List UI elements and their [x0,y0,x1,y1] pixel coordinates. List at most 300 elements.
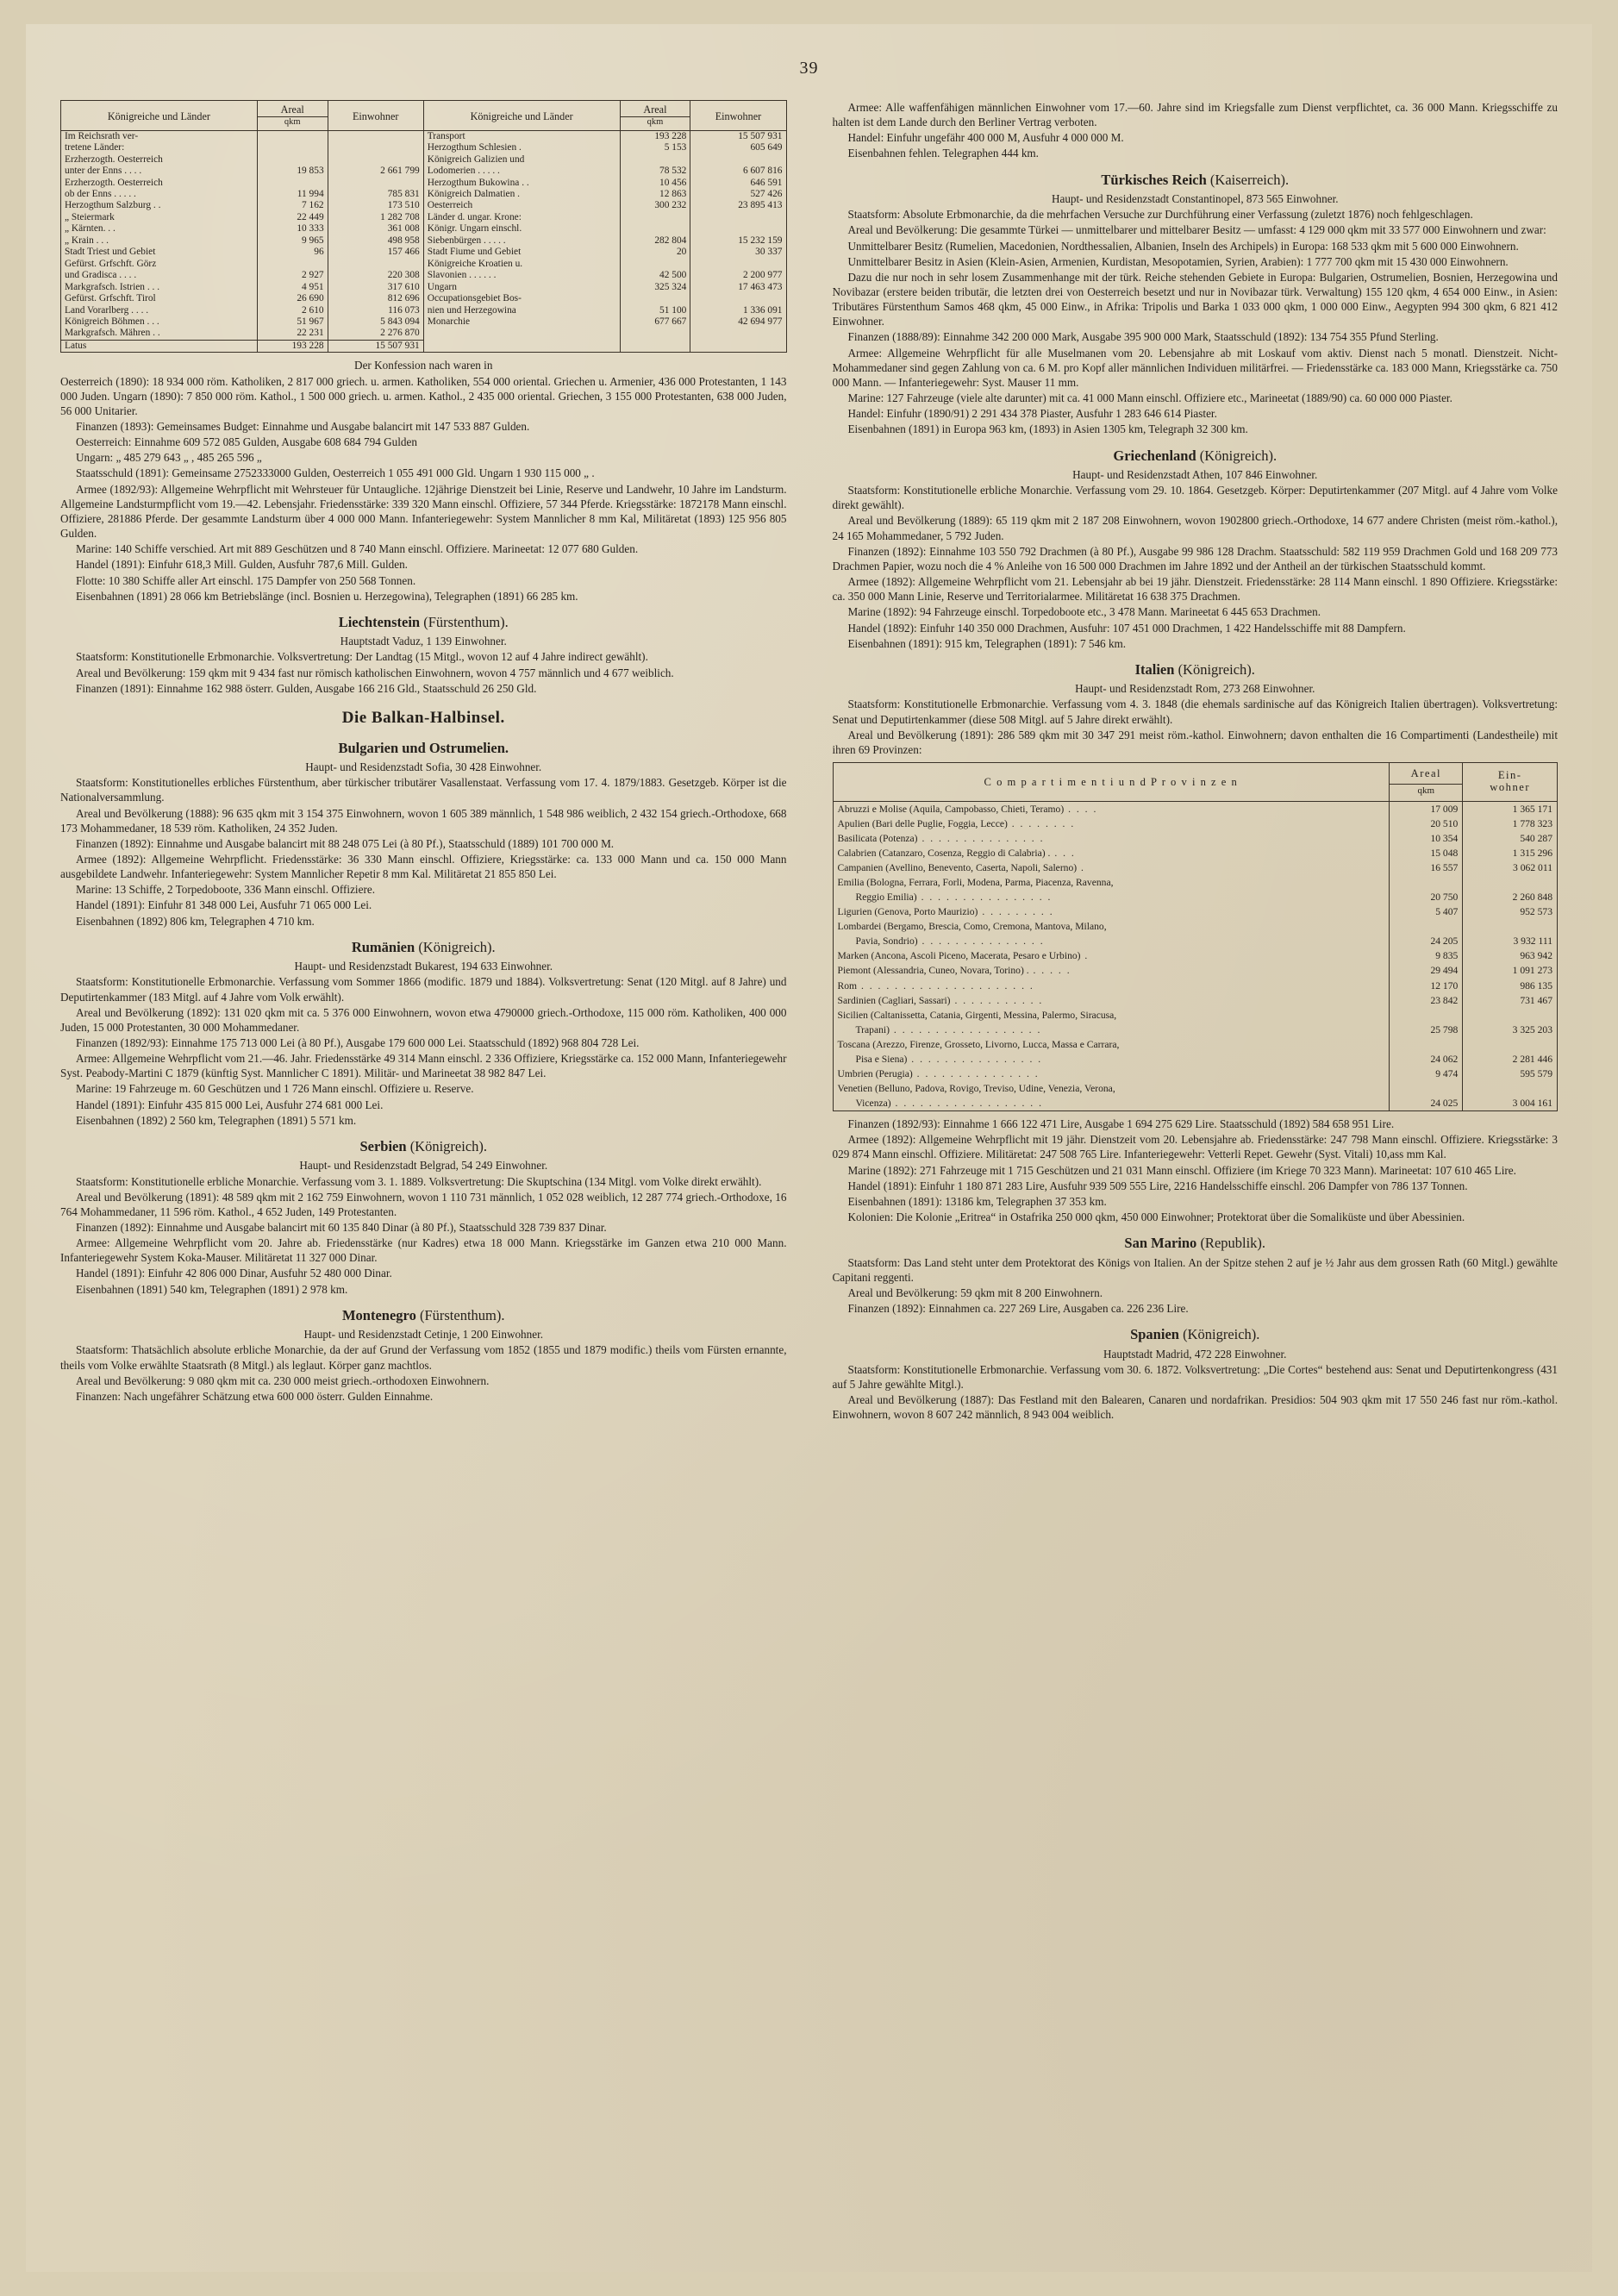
row-einwohner-right-empty [690,328,786,340]
heading-serbien-name: Serbien [359,1137,407,1154]
italy-province-areal: 5 407 [1390,904,1463,919]
heading-montenegro-type: (Fürstenthum). [419,1306,505,1323]
heading-italien-type: (Königreich). [1178,660,1255,678]
heading-griechenland [833,447,1559,465]
italy-province-einwohner [1463,1081,1558,1096]
rumaenien-staatsform: Staatsform: Konstitutionelle Erbmonarchie. Verfassung vom Sommer 1866 (modific. 1879 und 1884). Volksvertretung: Senat (120 Mitgl. auf 8 Jahre) und Deputirtenkammer (183 Mitgl. auf 4 Jahre vom Volk erwählt). [60,975,787,1004]
row-einwohner-right: 6 607 816 [742,166,783,177]
row-areal-right: 10 456 [620,178,690,189]
eisenbahnen-oesterreich-ungarn: Eisenbahnen (1891) 28 066 km Betriebslänge (incl. Bosnien u. Herzegowina), Telegraphen (1891) 66 285 km. [76,589,578,603]
row-areal-right: 677 667 [620,316,690,328]
italien-eisenbahnen: Eisenbahnen (1891): 13186 km, Telegraphen 37 353 km. [847,1194,1107,1208]
col-header-einwohner-1: Einwohner [328,101,423,131]
italy-province-areal [1390,1008,1463,1023]
italy-province-name: Venetien (Belluno, Padova, Rovigo, Treviso, Udine, Venezia, Verona, [833,1081,1390,1096]
row-einwohner-right: 15 232 159 [738,235,783,246]
row-einwohner-left: 498 958 [328,235,423,247]
spanien-areal: Areal und Bevölkerung (1887): Das Festland mit den Balearen, Canaren und nordafrikan. Presidios: 504 903 qkm mit 17 550 246 fast nur röm.-kathol. Einwohnern, wovon 8 607 242 männlich, 8 943 004 weiblich. [832,1393,1558,1422]
italy-table-row [833,904,1558,919]
row-label-left: Königreich Böhmen . . . [61,316,258,328]
armee-serbien-cont: Armee: Alle waffenfähigen männlichen Einwohner vom 17.—60. Jahre sind im Kriegsfalle zum Dienst verpflichtet, ca. 36 000 Mann. Kriegsschiffe zu halten ist dem Lande durch den Berliner Vertrag verboten. [832,101,1558,129]
italy-table-header-row [833,763,1558,785]
row-areal-right [620,212,690,223]
heading-liechtenstein [60,613,787,631]
row-label-right: Slavonien . . . . . . [423,270,620,281]
tuerkei-eisenbahnen: Eisenbahnen (1891) in Europa 963 km, (1893) in Asien 1305 km, Telegraph 32 300 km. [847,422,1248,436]
row-areal-left: 22 449 [257,212,328,223]
row-einwohner-left: 220 308 [328,270,423,281]
col-header-areal-2: Areal [620,101,690,117]
italy-col-header-areal-unit: qkm [1390,785,1463,801]
italy-table-row [833,919,1558,934]
row-einwohner-left [328,178,423,189]
row-einwohner-left [328,142,423,153]
row-einwohner-right [690,223,786,235]
row-label-right: Königreich Dalmatien . [423,189,620,200]
row-label-left: Erzherzogth. Oesterreich [61,178,258,189]
italy-province-name: Campanien (Avellino, Benevento, Caserta, Napoli, Salerno) . [833,860,1390,875]
row-label-left: und Gradisca . . . . [61,270,258,281]
row-areal-left: 19 853 [257,166,328,177]
heading-liechtenstein-type: (Fürstenthum). [423,613,509,630]
italy-table-row [833,963,1558,978]
italy-province-areal [1390,1037,1463,1052]
serbien-finanzen: Finanzen (1892): Einnahme und Ausgabe balancirt mit 60 135 840 Dinar (à 80 Pf.), Staatsschuld 328 739 837 Dinar. [76,1221,607,1234]
tuerkei-staatsform: Staatsform: Absolute Erbmonarchie, da die mehrfachen Versuche zur Durchführung einer Verfassung (zuletzt 1876) noch fehlgeschlagen. [847,208,1473,222]
italy-province-einwohner: 963 942 [1520,950,1552,962]
row-areal-right: 12 863 [620,189,690,200]
griechenland-eisenbahnen: Eisenbahnen (1891): 915 km, Telegraphen (1891): 7 546 km. [847,636,1127,650]
rumaenien-armee: Armee: Allgemeine Wehrpflicht vom 21.—46. Jahr. Friedensstärke 49 314 Mann einschl. 2 336 Offiziere, Kriegsstärke ca. 152 000 Mann, Infanteriegewehr Syst. Peabody-Martini C 1879 (künftig Syst. Mannlicher C 1891). Militär- und Marineetat 38 982 847 Lei. [60,1052,787,1080]
flotte-oesterreich-ungarn: Flotte: 10 380 Schiffe aller Art einschl. 175 Dampfer von 250 568 Tonnen. [76,573,416,587]
table-row [61,166,787,177]
italy-province-name: Marken (Ancona, Ascoli Piceno, Macerata, Pesaro e Urbino) . [833,948,1390,963]
row-label-left: „ Kärnten. . . [61,223,258,235]
italy-table-row [833,890,1558,904]
konfession-body: Oesterreich (1890): 18 934 000 röm. Katholiken, 2 817 000 griech. u. armen. Katholiken, 554 000 oriental. Griechen u. Armenier, 436 000 Protestanten, 1 143 000 Juden. Ungarn (1890): 7 850 000 röm. Kathol., 1 500 000 griech. u. armen. Kathol., 2 435 000 oriental. Griechen, 3 155 000 Protestanten, 638 000 Juden, 56 000 Unitarier. [60,374,787,417]
italy-col-header-einwohner [1463,763,1558,802]
row-einwohner-right: 605 649 [750,142,783,153]
row-einwohner-right [690,212,786,223]
italy-col-header-einwohner-l1: Ein- [1497,769,1522,782]
rumaenien-capital: Haupt- und Residenzstadt Bukarest, 194 633 Einwohner. [294,960,553,973]
row-areal-right-empty [620,340,690,352]
italien-handel: Handel (1891): Einfuhr 1 180 871 283 Lire, Ausfuhr 939 509 555 Lire, 2216 Handelsschiffe einschl. 206 Dampfer von 786 137 Tonnen. [847,1179,1468,1192]
sanmarino-staatsform: Staatsform: Das Land steht unter dem Protektorat des Königs von Italien. An der Spitze stehen 2 auf je ½ Jahr aus dem grossen Rath (60 Mitgl.) gewählte Capitani reggenti. [832,1255,1558,1284]
italy-table-row [833,1081,1558,1096]
row-label-right: Stadt Fiume und Gebiet [423,247,620,258]
row-areal-right [620,293,690,304]
italy-province-areal: 23 842 [1390,993,1463,1008]
heading-spanien-name: Spanien [1130,1326,1179,1343]
tuerkei-nebengebiete: Dazu die nur noch in sehr losem Zusammenhange mit der türk. Reiche stehenden Gebiete in Europa: Bulgarien, Ostrumelien, Bosnien, Herzegowina und Novibazar (erstere beiden tributär, die letzten drei von Oesterreich besetzt und nur in Novibazar türk. Verwaltung) 155 120 qkm, 4 654 000 Einw., in Asien: Tributäres Fürstenthum Samos 468 qkm, 45 000 Einw., in Afrika: Tripolis und Barka 1 033 000 qkm, 1 000 000 Einw., Aegypten 994 300 qkm, 6 821 412 Einwohner. [832,270,1558,328]
row-areal-left: 22 231 [257,328,328,340]
row-areal-right: 51 100 [620,305,690,316]
row-einwohner-left: 1 282 708 [328,212,423,223]
italy-province-areal: 15 048 [1390,846,1463,860]
row-areal-left: 9 965 [257,235,328,247]
row-einwohner-right-empty [690,340,786,352]
heading-italien-name: Italien [1134,660,1175,678]
row-areal-right: 78 532 [620,166,690,177]
italy-province-einwohner [1463,919,1558,934]
handel-cont: Handel: Einfuhr ungefähr 400 000 M, Ausfuhr 4 000 000 M. [847,131,1124,145]
row-label-right: Siebenbürgen . . . . . [423,235,620,247]
griechenland-staatsform: Staatsform: Konstitutionelle erbliche Monarchie. Verfassung vom 29. 10. 1864. Gesetzgeb. Körper: Deputirtenkammer (207 Mitgl. auf 4 Jahre vom Volke direkt gewählt). [832,484,1558,512]
row-areal-left [257,130,328,142]
bulgarien-finanzen: Finanzen (1892): Einnahme und Ausgabe balancirt mit 88 248 075 Lei (à 80 Pf.), Staatsschuld (1889) 101 700 000 M. [76,836,615,850]
italy-province-einwohner: 3 062 011 [1513,862,1552,873]
table-row [61,259,787,270]
row-areal-right [620,154,690,166]
row-label-left: Markgrafsch. Istrien . . . [61,282,258,293]
italy-province-areal: 9 474 [1390,1067,1463,1081]
row-einwohner-right: 30 337 [755,247,783,258]
heading-italien [833,660,1559,679]
italy-province-areal: 12 170 [1390,979,1463,993]
table-row [61,212,787,223]
table-row [61,154,787,166]
italy-province-name: Ligurien (Genova, Porto Maurizio) . . . . . . . . . [833,904,1390,919]
italy-province-name: Reggio Emilia) . . . . . . . . . . . . . . . . [833,890,1390,904]
italy-province-name: Pisa e Siena) . . . . . . . . . . . . . . . . [833,1052,1390,1067]
italy-province-einwohner: 3 932 111 [1513,935,1552,948]
italy-province-name: Umbrien (Perugia) . . . . . . . . . . . . . . . [833,1067,1390,1081]
italy-table-row [833,979,1558,993]
row-label-right: nien und Herzegowina [423,305,620,316]
finanzen-gemeinsam: Finanzen (1893): Gemeinsames Budget: Einnahme und Ausgabe balancirt mit 147 533 887 Gulden. [76,420,530,433]
italy-table-row [833,860,1558,875]
row-einwohner-left: 2 661 799 [328,166,423,177]
table-row [61,223,787,235]
table-row [61,142,787,153]
right-column [809,100,1559,2237]
row-label-right-empty [423,340,620,352]
italien-kolonien: Kolonien: Die Kolonie „Eritrea“ in Ostafrika 250 000 qkm, 450 000 Einwohner; Protektorat über die Somaliküste und über Abessinien. [847,1211,1465,1223]
rumaenien-eisenbahnen: Eisenbahnen (1892) 2 560 km, Telegraphen (1891) 5 571 km. [76,1113,357,1127]
griechenland-armee: Armee (1892): Allgemeine Wehrpflicht vom 21. Lebensjahr ab bei 19 jähr. Dienstzeit. Friedensstärke: 28 114 Mann einschl. 1 890 Offiziere. Kriegsstärke: ca. 350 000 Mann Linie, Reserve und Territorialarmee. Militäretat 16 638 375 Drachmen. [832,575,1558,604]
row-label-right: Lodomerien . . . . . [423,166,620,177]
handel-oesterreich-ungarn: Handel (1891): Einfuhr 618,3 Mill. Gulden, Ausfuhr 787,6 Mill. Gulden. [76,558,408,572]
italy-province-name: Rom . . . . . . . . . . . . . . . . . . . . . [833,979,1390,993]
row-einwohner-left: 5 843 094 [328,316,423,328]
table-row [61,305,787,316]
row-label-right-empty [423,328,620,340]
rumaenien-handel: Handel (1891): Einfuhr 435 815 000 Lei, Ausfuhr 274 681 000 Lei. [76,1098,384,1111]
heading-serbien-type: (Königreich). [409,1137,488,1154]
italy-province-name: Sicilien (Caltanissetta, Catania, Girgenti, Messina, Palermo, Siracusa, [833,1008,1390,1023]
row-areal-right: 193 228 [620,130,690,142]
heading-griechenland-type: (Königreich). [1199,447,1278,464]
italien-finanzen: Finanzen (1892/93): Einnahme 1 666 122 471 Lire, Ausgabe 1 694 275 629 Lire. Staatsschuld (1892) 584 658 951 Lire. [847,1117,1395,1131]
row-areal-left: 193 228 [257,340,328,352]
italy-table-row [833,846,1558,860]
italy-province-einwohner: 3 325 203 [1512,1023,1552,1035]
austria-hungary-statistics-table [60,100,787,353]
row-label-left: „ Steiermark [61,212,258,223]
heading-tuerkei-type: (Kaiserreich). [1209,171,1290,188]
italy-province-einwohner: 1 365 171 [1512,803,1552,815]
italy-table-row [833,1037,1558,1052]
row-areal-right: 5 153 [620,142,690,153]
tuerkei-armee: Armee: Allgemeine Wehrpflicht für alle Muselmanen vom 20. Lebensjahre ab mit Loskauf vom aktiv. Dienst nach 5 monatl. Dienstzeit. Nicht-Mohammedaner sind gegen Zahlung von ca. 6 M. pro Kopf aller männlichen Individuen militärfrei. — Friedensstärke ca. 183 000 Mann, Kriegsstärke ca. 750 000 Mann. — Infanteriegewehr: Syst. Mauser 11 mm. [832,346,1558,389]
col-header-areal-1-unit: qkm [257,117,328,130]
row-label-left: Gefürst. Grfschft. Görz [61,259,258,270]
row-label-right: Königreich Galizien und [423,154,620,166]
italy-table-row [833,993,1558,1008]
col-header-laender-1: Königreiche und Länder [61,101,258,131]
italy-table-row [833,1008,1558,1023]
italien-capital: Haupt- und Residenzstadt Rom, 273 268 Einwohner. [1075,682,1315,696]
italy-province-name: Calabrien (Catanzaro, Cosenza, Reggio di Calabria) . . . . [833,846,1390,860]
row-label-right: Herzogthum Schlesien . [423,142,620,153]
row-areal-left: 96 [257,247,328,258]
italy-table-row [833,1067,1558,1081]
bulgarien-armee: Armee (1892): Allgemeine Wehrpflicht. Friedensstärke: 36 330 Mann einschl. Offiziere, Kriegsstärke: ca. 133 000 Mann und ca. 150 000 Mann ausgebildete Landwehr. Infanteriegewehr: System Mannlicher Repetir 8 mm Kal. Militäretat 21 855 850 Lei. [60,853,787,881]
table-row [61,340,787,352]
row-label-right: Königr. Ungarn einschl. [423,223,620,235]
table-row [61,282,787,293]
row-einwohner-left: 15 507 931 [328,340,423,352]
liechtenstein-staatsform: Staatsform: Konstitutionelle Erbmonarchie. Volksvertretung: Der Landtag (15 Mitgl., wovon 12 auf 4 Jahre indirect gewählt). [76,650,648,664]
italy-province-areal [1390,875,1463,890]
row-einwohner-left [328,130,423,142]
row-label-left: „ Krain . . . [61,235,258,247]
col-header-areal-2-unit: qkm [620,117,690,130]
bulgarien-handel: Handel (1891): Einfuhr 81 348 000 Lei, Ausfuhr 71 065 000 Lei. [76,898,372,912]
table-row [61,189,787,200]
row-einwohner-left [328,259,423,270]
row-label-left: Markgrafsch. Mähren . . [61,328,258,340]
table-row [61,235,787,247]
row-label-left: Latus [61,340,258,352]
heading-griechenland-name: Griechenland [1113,447,1196,464]
italy-province-einwohner: 2 260 848 [1512,891,1552,904]
row-einwohner-left: 361 008 [328,223,423,235]
eisenbahnen-cont: Eisenbahnen fehlen. Telegraphen 444 km. [847,147,1039,160]
row-einwohner-right: 23 895 413 [738,200,783,211]
oesterreich-budget: Oesterreich: Einnahme 609 572 085 Gulden, Ausgabe 608 684 794 Gulden [76,435,417,449]
col-header-laender-2: Königreiche und Länder [423,101,620,131]
italy-province-areal: 10 354 [1390,831,1463,846]
row-einwohner-left: 116 073 [328,305,423,316]
row-label-right: Monarchie [423,316,620,328]
row-areal-right-empty [620,328,690,340]
italy-province-einwohner: 3 004 161 [1512,1098,1552,1109]
row-label-right: Herzogthum Bukowina . . [423,178,620,189]
page-number: 39 [799,59,819,78]
heading-spanien [833,1325,1559,1343]
italy-col-header-areal: Areal [1390,763,1463,785]
row-label-right: Länder d. ungar. Krone: [423,212,620,223]
row-areal-right: 325 324 [620,282,690,293]
liechtenstein-capital: Hauptstadt Vaduz, 1 139 Einwohner. [340,635,507,648]
heading-balkan: Die Balkan-Halbinsel. [341,708,505,727]
row-areal-right [620,259,690,270]
table-row [61,293,787,304]
table-row [61,130,787,142]
row-einwohner-right [690,154,786,166]
serbien-capital: Haupt- und Residenzstadt Belgrad, 54 249 Einwohner. [299,1159,548,1173]
tuerkei-handel: Handel: Einfuhr (1890/91) 2 291 434 378 Piaster, Ausfuhr 1 283 646 614 Piaster. [847,407,1217,421]
row-areal-right: 42 500 [620,270,690,281]
row-label-right: Occupationsgebiet Bos- [423,293,620,304]
row-areal-left: 26 690 [257,293,328,304]
row-areal-right: 282 804 [620,235,690,247]
serbien-staatsform: Staatsform: Konstitutionelle erbliche Monarchie. Verfassung vom 3. 1. 1889. Volksvertretung: Die Skuptschina (134 Mitgl. vom Volke direkt erwählt). [76,1174,762,1188]
row-areal-left [257,178,328,189]
italy-province-name: Vicenza) . . . . . . . . . . . . . . . . . . [833,1096,1390,1111]
montenegro-staatsform: Staatsform: Thatsächlich absolute erbliche Monarchie, da der auf Grund der Verfassung vom 1852 (1855 und 1879 modific.) theils vom Fürsten ernannte, theils vom Volke erwählte Staatsrath (8 Mitgl.) als leglaut. Körper ganz machtlos. [60,1343,787,1372]
row-einwohner-left: 812 696 [328,293,423,304]
row-areal-left: 51 967 [257,316,328,328]
italy-province-areal: 24 025 [1390,1096,1463,1111]
italy-province-areal: 20 510 [1390,816,1463,831]
italy-province-einwohner [1463,1008,1558,1023]
griechenland-marine: Marine (1892): 94 Fahrzeuge einschl. Torpedoboote etc., 3 478 Mann. Marineetat 6 445 653 Drachmen. [847,605,1321,619]
row-areal-left [257,259,328,270]
italy-provinces-table [833,762,1559,1111]
sanmarino-areal: Areal und Bevölkerung: 59 qkm mit 8 200 Einwohnern. [847,1286,1103,1299]
bulgarien-marine: Marine: 13 Schiffe, 2 Torpedoboote, 336 Mann einschl. Offiziere. [76,883,375,897]
rumaenien-marine: Marine: 19 Fahrzeuge m. 60 Geschützen und 1 726 Mann einschl. Offiziere u. Reserve. [76,1082,474,1096]
bulgarien-capital: Haupt- und Residenzstadt Sofia, 30 428 Einwohner. [305,760,542,774]
row-label-left: Stadt Triest und Gebiet [61,247,258,258]
row-label-left: Erzherzogth. Oesterreich [61,154,258,166]
griechenland-areal: Areal und Bevölkerung (1889): 65 119 qkm mit 2 187 208 Einwohnern, wovon 1902800 griech.-Orthodoxe, 14 677 andere Christen (meist röm.-kathol.), 24 165 Mohammedaner, 5 792 Juden. [832,514,1558,542]
table-header-row [61,101,787,117]
row-areal-left: 2 610 [257,305,328,316]
row-einwohner-right: 17 463 473 [738,281,783,292]
row-einwohner-right: 2 200 977 [742,270,783,281]
italy-province-einwohner: 595 579 [1520,1067,1552,1079]
row-einwohner-left: 317 610 [328,282,423,293]
tuerkei-capital: Haupt- und Residenzstadt Constantinopel, 873 565 Einwohner. [1051,192,1339,206]
marine-oesterreich-ungarn: Marine: 140 Schiffe verschied. Art mit 889 Geschützen und 8 740 Mann einschl. Offiziere. Marineetat: 12 077 680 Gulden. [76,542,639,556]
table-row [61,178,787,189]
italy-table-body [833,801,1558,1110]
italy-province-name: Abruzzi e Molise (Aquila, Campobasso, Chieti, Teramo) . . . . [833,801,1390,816]
italy-province-einwohner: 731 467 [1520,994,1552,1006]
heading-sanmarino-name: San Marino [1124,1235,1197,1252]
row-einwohner-right [690,293,786,304]
italy-table-row [833,831,1558,846]
italy-province-areal: 20 750 [1390,890,1463,904]
italy-province-areal [1390,1081,1463,1096]
italien-marine: Marine (1892): 271 Fahrzeuge mit 1 715 Geschützen und 21 031 Mann einschl. Offiziere (im Kriege 70 323 Mann). Marineetat: 107 610 465 Lire. [847,1163,1516,1177]
italy-province-areal: 16 557 [1390,860,1463,875]
heading-tuerkei-name: Türkisches Reich [1101,171,1207,188]
griechenland-capital: Haupt- und Residenzstadt Athen, 107 846 Einwohner. [1072,468,1318,481]
montenegro-capital: Haupt- und Residenzstadt Cetinje, 1 200 Einwohner. [303,1328,544,1342]
ungarn-budget: Ungarn: „ 485 279 643 „ , 485 265 596 „ [76,451,262,465]
italy-table-row [833,816,1558,831]
table-row [61,270,787,281]
heading-sanmarino [833,1234,1559,1252]
italy-province-einwohner: 1 315 296 [1512,847,1552,859]
staatsschuld-gemeinsam: Staatsschuld (1891): Gemeinsame 2752333000 Gulden, Oesterreich 1 055 491 000 Gld. Ungarn 1 930 115 000 „ . [76,466,595,480]
italy-province-name: Apulien (Bari delle Puglie, Foggia, Lecce) . . . . . . . . [833,816,1390,831]
row-label-right: Transport [423,130,620,142]
row-areal-left: 2 927 [257,270,328,281]
griechenland-finanzen: Finanzen (1892): Einnahme 103 550 792 Drachmen (à 80 Pf.), Ausgabe 99 986 128 Drachm. Staatsschuld: 582 119 959 Drachmen Gold und 168 209 773 Drachmen Papier, wozu noch die 4 % Anleihe von 16 500 000 Drachmen im Jahre 1892 und der Antheil an der türkischen Staatsschuld kommt. [832,544,1558,572]
heading-rumaenien [60,938,787,956]
row-label-left: tretene Länder: [61,142,258,153]
heading-montenegro-name: Montenegro [341,1306,416,1323]
heading-rumaenien-name: Rumänien [351,938,415,955]
bulgarien-staatsform: Staatsform: Konstitutionelles erbliches Fürstenthum, aber türkischer tributärer Vasallenstaat. Verfassung vom 17. 4. 1879/1883. Gesetzgeb. Körper ist die Nationalversammlung. [60,776,787,804]
konfession-heading: Der Konfession nach waren in [354,359,493,372]
serbien-armee: Armee: Allgemeine Wehrpflicht vom 20. Jahre ab. Friedensstärke (nur Kadres) etwa 18 000 Mann. Kriegsstärke im Ganzen etwa 210 000 Mann. Infanteriegewehr System Koka-Mauser. Militäretat 11 327 000 Dinar. [60,1236,787,1265]
tuerkei-marine: Marine: 127 Fahrzeuge (viele alte darunter) mit ca. 41 000 Mann einschl. Offiziere etc., Marineetat (1889/90) ca. 60 000 000 Piaster. [847,391,1452,405]
row-einwohner-left [328,154,423,166]
heading-bulgarien: Bulgarien und Ostrumelien. [338,739,509,756]
italy-province-areal: 24 062 [1390,1052,1463,1067]
row-areal-left: 10 333 [257,223,328,235]
row-label-right: Ungarn [423,282,620,293]
two-column-layout [60,100,1558,2237]
italy-province-name: Lombardei (Bergamo, Brescia, Como, Cremona, Mantova, Milano, [833,919,1390,934]
row-areal-left [257,154,328,166]
italy-province-einwohner [1463,1037,1558,1052]
row-label-left: Land Vorarlberg . . . . [61,305,258,316]
table-row [61,316,787,328]
heading-rumaenien-type: (Königreich). [418,938,496,955]
row-einwohner-left: 2 276 870 [328,328,423,340]
italy-table-row [833,948,1558,963]
heading-montenegro [60,1306,787,1324]
italy-province-name: Piemont (Alessandria, Cuneo, Novara, Torino) . . . . . . [833,963,1390,978]
row-einwohner-right: 646 591 [750,177,783,188]
italy-table-row [833,1023,1558,1037]
bulgarien-eisenbahnen: Eisenbahnen (1892) 806 km, Telegraphen 4 710 km. [76,914,315,928]
heading-tuerkei [833,171,1559,189]
italy-province-einwohner [1463,875,1558,890]
table-row [61,328,787,340]
row-label-left: Herzogthum Salzburg . . [61,200,258,211]
heading-spanien-type: (Königreich). [1183,1326,1260,1343]
row-areal-right: 300 232 [620,200,690,211]
row-areal-left: 11 994 [257,189,328,200]
row-areal-left: 4 951 [257,282,328,293]
italien-armee: Armee (1892): Allgemeine Wehrpflicht mit 19 jähr. Dienstzeit vom 20. Lebensjahre ab. Friedensstärke: 247 798 Mann einschl. Offiziere. Kriegsstärke: 3 029 874 Mann einschl. Offiziere. Militäretat: 247 508 765 Lire. Infanteriegewehr: Vetterli Repet. Gewehr (Syst. Vitali) 10,ass mm Kal. [832,1133,1558,1161]
tuerkei-besitz-europa: Unmittelbarer Besitz (Rumelien, Macedonien, Nordthessalien, Albanien, Inseln des Archipels) in Europa: 168 533 qkm mit 5 600 000 Einwohnern. [847,239,1519,253]
row-label-right: Königreiche Kroatien u. [423,259,620,270]
row-areal-right: 20 [620,247,690,258]
italy-province-name: Basilicata (Potenza) . . . . . . . . . . . . . . . [833,831,1390,846]
liechtenstein-areal: Areal und Bevölkerung: 159 qkm mit 9 434 fast nur römisch katholischen Einwohnern, wovon 4 757 männlich und 4 677 weiblich. [76,666,674,679]
italy-table-row [833,801,1558,816]
row-einwohner-left: 157 466 [328,247,423,258]
sanmarino-finanzen: Finanzen (1892): Einnahmen ca. 227 269 Lire, Ausgaben ca. 226 236 Lire. [847,1302,1189,1316]
armee-oesterreich-ungarn: Armee (1892/93): Allgemeine Wehrpflicht mit Wehrsteuer für Untaugliche. 12jährige Dienstzeit bei Linie, Reserve und Landwehr, 10 Jahre im Landsturm. Allgemeine Landsturmpflicht vom 19.—42. Lebensjahr. Friedensstärke: 339 320 Mann einschl. Offiziere, 57 344 Pferde. Kriegsstärke: 1872178 Mann einschl. Offiziere, 281886 Pferde. Der gesammte Landsturm über 4 000 000 Mann. Infanteriegewehr: System Mannlicher 8 mm Kal, Militäretat (1893) 125 956 805 Gulden. [60,482,787,541]
row-label-left: Im Reichsrath ver- [61,130,258,142]
griechenland-handel: Handel (1892): Einfuhr 140 350 000 Drachmen, Ausfuhr: 107 451 000 Drachmen, 1 422 Handelsschiffe mit 88 Dampfern. [847,621,1406,635]
italy-province-name: Toscana (Arezzo, Firenze, Grosseto, Livorno, Lucca, Massa e Carrara, [833,1037,1390,1052]
row-einwohner-right [690,259,786,270]
row-label-left: Gefürst. Grfschft. Tirol [61,293,258,304]
italy-province-areal: 25 798 [1390,1023,1463,1037]
italien-areal: Areal und Bevölkerung (1891): 286 589 qkm mit 30 347 291 meist röm.-kathol. Einwohnern; davon enthalten die 16 Compartimenti (Landestheile) mit ihren 69 Provinzen: [832,728,1558,756]
row-areal-left [257,142,328,153]
italy-province-einwohner: 986 135 [1520,979,1552,992]
italy-province-name: Trapani) . . . . . . . . . . . . . . . . . . [833,1023,1390,1037]
row-areal-right [620,223,690,235]
spanien-staatsform: Staatsform: Konstitutionelle Erbmonarchie. Verfassung vom 30. 6. 1872. Volksvertretung: „Die Cortes“ bestehend aus: Senat und Deputirtenkongress (431 auf 5 Jahre gewählte Mitgl.). [832,1362,1558,1391]
tuerkei-besitz-asien: Unmittelbarer Besitz in Asien (Klein-Asien, Armenien, Kurdistan, Mesopotamien, Syrien, Arabien): 1 777 700 qkm mit 15 430 000 Einwohnern. [847,254,1509,268]
italy-table-row [833,1052,1558,1067]
rumaenien-finanzen: Finanzen (1892/93): Einnahme 175 713 000 Lei (à 80 Pf.), Ausgabe 179 600 000 Lei. Staatsschuld (1892) 968 804 728 Lei. [76,1036,640,1049]
